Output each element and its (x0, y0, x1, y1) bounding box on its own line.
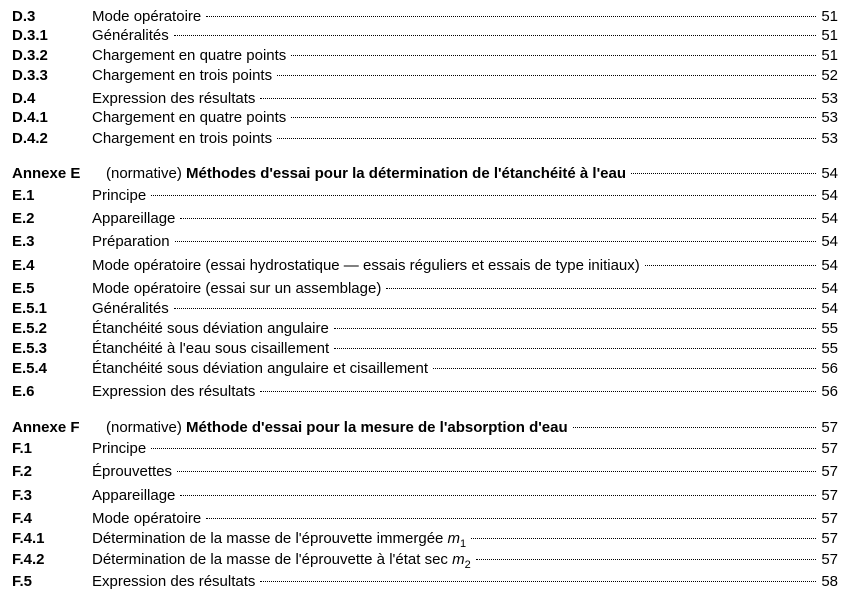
section-title: Principe (92, 440, 147, 457)
annex-title: Méthode d'essai pour la mesure de l'absorption d'eau (186, 419, 568, 436)
section-title: Mode opératoire (92, 510, 202, 527)
section-number: D.3 (12, 8, 36, 25)
section-number: E.2 (12, 210, 35, 227)
page-number: 54 (821, 300, 838, 317)
annex-heading (106, 418, 568, 438)
annex-type-note: (normative) (106, 419, 182, 436)
page-number: 56 (821, 383, 838, 400)
section-title: Chargement en trois points (92, 130, 273, 147)
section-title: Appareillage (92, 210, 176, 227)
page-number: 53 (821, 109, 838, 126)
toc-row-d3-2[interactable] (12, 46, 838, 66)
dot-leader (151, 195, 816, 196)
section-number: D.4.2 (12, 130, 48, 147)
mass-symbol: m (447, 530, 461, 547)
toc-row-e5[interactable] (12, 279, 838, 299)
section-title: Étanchéité sous déviation angulaire (92, 320, 329, 337)
toc-row-annex-f[interactable] (12, 418, 838, 438)
page-number: 54 (821, 257, 838, 274)
toc-row-e2[interactable] (12, 209, 838, 229)
section-title: Expression des résultats (92, 383, 256, 400)
page-number: 54 (821, 210, 838, 227)
section-number: E.5.3 (12, 340, 48, 357)
section-title: Mode opératoire (essai sur un assemblage) (92, 280, 382, 297)
dot-leader (260, 391, 816, 392)
dot-leader (180, 218, 816, 219)
section-title (92, 529, 466, 549)
dot-leader (291, 117, 816, 118)
section-number: F.5 (12, 573, 33, 590)
page-number: 57 (821, 551, 838, 568)
section-title: Mode opératoire (essai hydrostatique — essais réguliers et essais de type initiaux) (92, 257, 640, 274)
dot-leader (631, 173, 816, 174)
page-number: 57 (821, 487, 838, 504)
section-number: F.2 (12, 463, 33, 480)
section-number: E.5 (12, 280, 35, 297)
toc-row-e5-2[interactable] (12, 319, 838, 339)
toc-row-f5[interactable] (12, 572, 838, 592)
section-title: Étanchéité à l'eau sous cisaillement (92, 340, 330, 357)
section-title: Chargement en quatre points (92, 47, 287, 64)
page-number: 57 (821, 440, 838, 457)
dot-leader (175, 241, 816, 242)
section-title-text: Détermination de la masse de l'éprouvette à l'état sec (92, 551, 448, 568)
section-title-text: Détermination de la masse de l'éprouvette immergée (92, 530, 444, 547)
annex-number: Annexe F (12, 419, 80, 436)
page-number: 57 (821, 463, 838, 480)
section-title: Préparation (92, 233, 170, 250)
section-title: Généralités (92, 27, 169, 44)
page-number: 57 (821, 510, 838, 527)
section-title: Éprouvettes (92, 463, 173, 480)
dot-leader (645, 265, 816, 266)
toc-row-e5-3[interactable] (12, 339, 838, 359)
section-title: Étanchéité sous déviation angulaire et cisaillement (92, 360, 429, 377)
section-number: F.4.2 (12, 551, 45, 568)
toc-row-e1[interactable] (12, 186, 838, 206)
section-number: E.5.1 (12, 300, 48, 317)
dot-leader (177, 471, 816, 472)
section-title: Généralités (92, 300, 169, 317)
toc-row-e4[interactable] (12, 256, 838, 276)
mass-subscript: 2 (464, 559, 471, 571)
section-number: D.4 (12, 90, 36, 107)
page-number: 53 (821, 130, 838, 147)
section-number: E.5.4 (12, 360, 48, 377)
toc-row-d3[interactable] (12, 7, 838, 27)
toc-row-f1[interactable] (12, 439, 838, 459)
toc-row-f3[interactable] (12, 486, 838, 506)
section-number: F.3 (12, 487, 33, 504)
dot-leader (471, 538, 816, 539)
dot-leader (277, 75, 816, 76)
toc-row-annex-e[interactable] (12, 164, 838, 184)
page-number: 55 (821, 340, 838, 357)
page-number: 56 (821, 360, 838, 377)
dot-leader (291, 55, 816, 56)
toc-row-f2[interactable] (12, 462, 838, 482)
mass-symbol: m (452, 551, 465, 568)
section-number: E.1 (12, 187, 35, 204)
annex-number: Annexe E (12, 165, 81, 182)
section-title: Appareillage (92, 487, 176, 504)
toc-row-e5-1[interactable] (12, 299, 838, 319)
dot-leader (260, 98, 816, 99)
annex-heading (106, 164, 626, 184)
toc-row-d4-2[interactable] (12, 129, 838, 149)
section-number: F.4.1 (12, 530, 45, 547)
toc-row-d4[interactable] (12, 89, 838, 109)
dot-leader (206, 518, 816, 519)
dot-leader (180, 495, 816, 496)
page-number: 51 (821, 47, 838, 64)
page-number: 54 (821, 165, 838, 182)
page-number: 57 (821, 530, 838, 547)
section-number: D.4.1 (12, 109, 48, 126)
toc-row-e3[interactable] (12, 232, 838, 252)
section-title (92, 550, 471, 570)
dot-leader (573, 427, 816, 428)
toc-row-f4[interactable] (12, 509, 838, 529)
dot-leader (174, 35, 816, 36)
page-number: 51 (821, 8, 838, 25)
dot-leader (476, 559, 816, 560)
page-number: 55 (821, 320, 838, 337)
section-title: Principe (92, 187, 147, 204)
section-title: Expression des résultats (92, 573, 256, 590)
section-number: F.1 (12, 440, 33, 457)
page-number: 52 (821, 67, 838, 84)
section-title: Chargement en trois points (92, 67, 273, 84)
annex-type-note: (normative) (106, 165, 182, 182)
dot-leader (334, 348, 816, 349)
dot-leader (260, 581, 816, 582)
section-number: E.5.2 (12, 320, 48, 337)
mass-subscript: 1 (460, 538, 467, 550)
dot-leader (277, 138, 816, 139)
toc-row-d3-1[interactable] (12, 26, 838, 46)
section-number: D.3.3 (12, 67, 48, 84)
toc-row-e6[interactable] (12, 382, 838, 402)
toc-row-e5-4[interactable] (12, 359, 838, 379)
dot-leader (206, 16, 816, 17)
page-number: 51 (821, 27, 838, 44)
dot-leader (174, 308, 816, 309)
toc-row-f4-1[interactable] (12, 529, 838, 549)
toc-row-f4-2[interactable] (12, 550, 838, 570)
page-number: 54 (821, 187, 838, 204)
section-number: E.6 (12, 383, 35, 400)
section-number: E.4 (12, 257, 35, 274)
section-title: Chargement en quatre points (92, 109, 287, 126)
section-number: E.3 (12, 233, 35, 250)
section-number: D.3.1 (12, 27, 48, 44)
section-number: F.4 (12, 510, 33, 527)
toc-row-d3-3[interactable] (12, 66, 838, 86)
page-number: 54 (821, 233, 838, 250)
dot-leader (433, 368, 816, 369)
dot-leader (386, 288, 816, 289)
page-number: 57 (821, 419, 838, 436)
annex-title: Méthodes d'essai pour la détermination de l'étanchéité à l'eau (186, 165, 627, 182)
section-title: Expression des résultats (92, 90, 256, 107)
dot-leader (151, 448, 816, 449)
section-number: D.3.2 (12, 47, 48, 64)
page-number: 53 (821, 90, 838, 107)
section-title: Mode opératoire (92, 8, 202, 25)
dot-leader (334, 328, 816, 329)
toc-row-d4-1[interactable] (12, 108, 838, 128)
page-number: 54 (821, 280, 838, 297)
page-number: 58 (821, 573, 838, 590)
